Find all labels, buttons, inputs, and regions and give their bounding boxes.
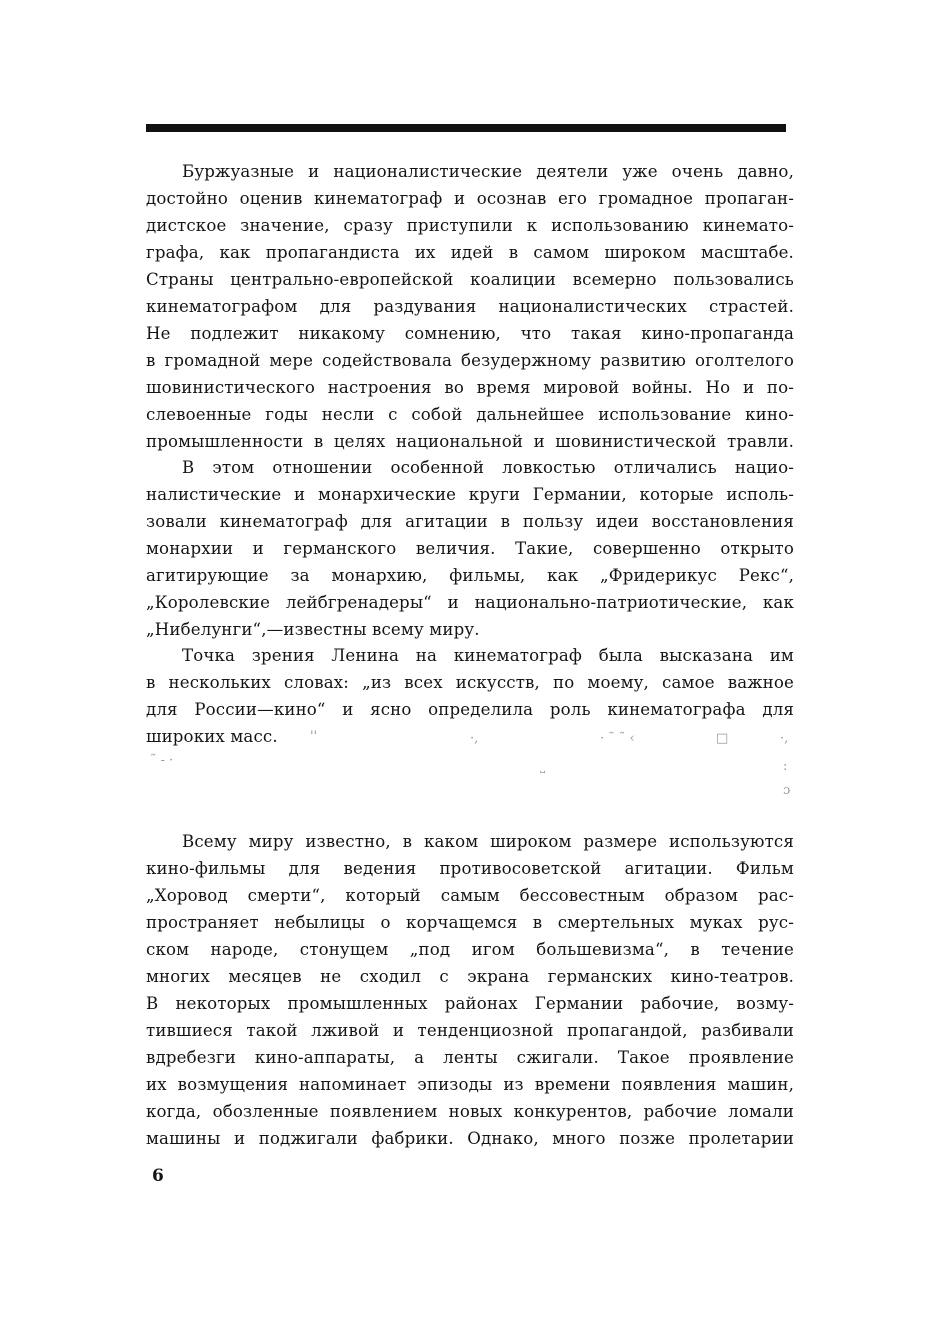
text-line: налистические и монархические круги Германии, которые исполь- <box>146 485 794 504</box>
text-line: когда, обозленные появлением новых конкурентов, рабочие ломали <box>146 1102 794 1121</box>
text-line: в громадной мере содействовала безудержному развитию оголтелого <box>146 351 794 370</box>
text-line: широких масс. <box>146 727 278 746</box>
text-line: графа, как пропагандиста их идей в самом широком масштабе. <box>146 243 794 262</box>
text-line: достойно оценив кинематограф и осознав его громадное пропаган- <box>146 189 794 208</box>
text-line: Не подлежит никакому сомнению, что такая кино-пропаганда <box>146 324 794 343</box>
text-line: Буржуазные и националистические деятели уже очень давно, <box>182 162 794 181</box>
scan-speck: ˽ <box>540 759 546 774</box>
text-line: шовинистического настроения во время мировой войны. Но и по- <box>146 378 794 397</box>
text-line: пространяет небылицы о корчащемся в смертельных муках рус- <box>146 913 794 932</box>
scan-speck: '' <box>310 729 318 744</box>
text-line: кино-фильмы для ведения противосоветской агитации. Фильм <box>146 859 794 878</box>
text-line: зовали кинематограф для агитации в пользу идеи восстановления <box>146 512 794 531</box>
page-number: 6 <box>152 1166 164 1186</box>
paragraph-2 <box>146 454 794 643</box>
paragraph-4 <box>146 828 794 1152</box>
text-line: монархии и германского величия. Такие, совершенно открыто <box>146 539 794 558</box>
text-line: „Королевские лейбгренадеры“ и национально-патриотические, как <box>146 593 794 612</box>
text-line: Страны центрально-европейской коалиции всемерно пользовались <box>146 270 794 289</box>
text-line: для России—кино“ и ясно определила роль кинематографа для <box>146 700 794 719</box>
scan-speck: : <box>783 759 788 774</box>
text-line: тившиеся такой лживой и тенденциозной пропагандой, разбивали <box>146 1021 794 1040</box>
text-line: многих месяцев не сходил с экрана германских кино-театров. <box>146 967 794 986</box>
text-line: их возмущения напоминает эпизоды из времени появления машин, <box>146 1075 794 1094</box>
text-line: „Нибелунги“,—известны всему миру. <box>146 620 480 639</box>
scan-speck: ɔ <box>783 783 791 798</box>
text-line: В некоторых промышленных районах Германии рабочие, возму- <box>146 994 794 1013</box>
text-line: агитирующие за монархию, фильмы, как „Фридерикус Рекс“, <box>146 566 794 585</box>
text-line: В этом отношении особенной ловкостью отличались нацио- <box>182 458 794 477</box>
paragraph-1 <box>146 158 794 455</box>
text-line: машины и поджигали фабрики. Однако, много позже пролетарии <box>146 1129 794 1148</box>
text-line: Всему миру известно, в каком широком размере используются <box>182 832 794 851</box>
scan-speck: □ <box>716 731 729 746</box>
text-line: кинематографом для раздувания националистических страстей. <box>146 297 794 316</box>
text-line: слевоенные годы несли с собой дальнейшее использование кино- <box>146 405 794 424</box>
text-line: ском народе, стонущем „под игом большевизма“, в течение <box>146 940 794 959</box>
text-line: в нескольких словах: „из всех искусств, по моему, самое важное <box>146 673 794 692</box>
text-line: дистское значение, сразу приступили к использованию кинемато- <box>146 216 794 235</box>
text-line: „Хоровод смерти“, который самым бессовестным образом рас- <box>146 886 794 905</box>
text-line: промышленности в целях национальной и шовинистической травли. <box>146 432 794 451</box>
scan-speck: · ˜ ˜ ‹ <box>600 731 635 746</box>
scan-speck: ·, <box>780 731 789 746</box>
scan-speck: ·, <box>470 731 479 746</box>
scan-speck: ˜ - · <box>150 753 174 768</box>
text-line: Точка зрения Ленина на кинематограф была высказана им <box>182 646 794 665</box>
header-rule <box>146 124 786 132</box>
text-line: вдребезги кино-аппараты, а ленты сжигали. Такое проявление <box>146 1048 794 1067</box>
